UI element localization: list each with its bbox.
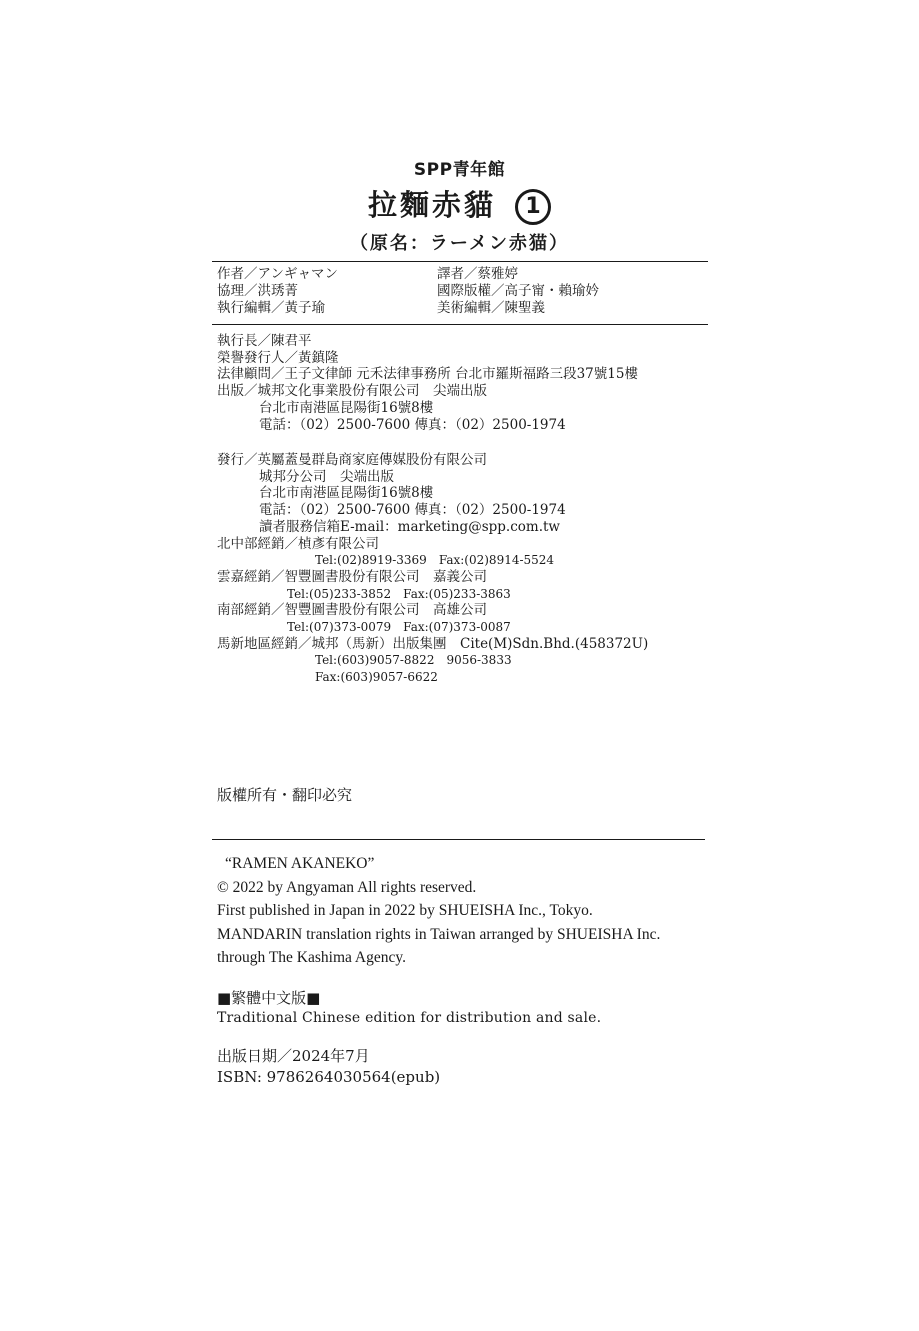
rights-notice: 版權所有・翻印必究 — [217, 786, 353, 804]
staff-ceo: 執行長／陳君平 — [217, 333, 312, 349]
credit-translator: 譯者／蔡雅婷 — [437, 266, 518, 282]
dist-yunjia: 雲嘉經銷／智豐圖書股份有限公司 嘉義公司 — [217, 568, 487, 585]
staff-phone: 電話：（02）2500-7600 傳真：（02）2500-1974 — [259, 416, 566, 433]
publication-info — [217, 1046, 440, 1088]
dist-malaysia-fax: Fax:(603)9057-6622 — [315, 670, 438, 685]
edition-text: Traditional Chinese edition for distribution and sale. — [217, 1010, 602, 1026]
publication-date: 出版日期／2024年7月 — [217, 1047, 370, 1065]
credit-art-editor: 美術編輯／陳聖義 — [437, 300, 545, 316]
staff-legal: 法律顧問／王子文律師 元禾法律事務所 台北市羅斯福路三段37號15樓 — [217, 366, 638, 383]
english-first-published: First published in Japan in 2022 by SHUEISHA Inc., Tokyo. — [217, 902, 593, 919]
dist-south-contact: Tel:(07)373-0079 Fax:(07)373-0087 — [287, 620, 511, 635]
staff-address: 台北市南港區昆陽街16號8樓 — [259, 399, 434, 416]
isbn: ISBN: 9786264030564(epub) — [217, 1068, 441, 1086]
edition-heading: ■繁體中文版■ — [217, 989, 321, 1007]
dist-malaysia: 馬新地區經銷／城邦（馬新）出版集團 Cite(M)Sdn.Bhd.(458372U) — [217, 635, 649, 652]
credit-editor: 執行編輯／黃子瑜 — [217, 300, 325, 316]
staff-block — [217, 333, 707, 433]
english-translation-rights: MANDARIN translation rights in Taiwan arranged by SHUEISHA Inc. — [217, 925, 661, 943]
divider-credits — [212, 324, 708, 325]
dist-north-contact: Tel:(02)8919-3369 Fax:(02)8914-5524 — [315, 553, 555, 568]
book-title — [0, 183, 919, 225]
english-title: “RAMEN AKANEKO” — [225, 855, 375, 872]
distribution-block — [217, 452, 707, 686]
book-title-text: 拉麵赤貓 — [367, 188, 496, 222]
imprint-label: SPP青年館 — [413, 160, 506, 180]
staff-publisher: 出版／城邦文化事業股份有限公司 尖端出版 — [217, 383, 487, 400]
volume-number: 1 — [515, 189, 551, 225]
english-agency: through The Kashima Agency. — [217, 949, 406, 966]
original-title: （原名：ラーメン赤猫） — [349, 233, 570, 254]
dist-email: 讀者服務信箱E-mail：marketing@spp.com.tw — [259, 518, 560, 535]
staff-honorary-publisher: 榮譽發行人／黃鎮隆 — [217, 349, 339, 366]
divider-rights — [212, 839, 705, 840]
dist-yunjia-contact: Tel:(05)233-3852 Fax:(05)233-3863 — [287, 586, 511, 601]
dist-phone: 電話：（02）2500-7600 傳真：（02）2500-1974 — [259, 502, 566, 519]
dist-north: 北中部經銷／楨彥有限公司 — [217, 535, 379, 552]
credits-grid — [217, 266, 707, 317]
dist-address: 台北市南港區昆陽街16號8樓 — [259, 485, 434, 502]
english-copyright: © 2022 by Angyaman All rights reserved. — [217, 878, 477, 896]
dist-branch: 城邦分公司 尖端出版 — [259, 468, 394, 485]
credit-author: 作者／アンギャマン — [217, 266, 338, 282]
divider-top — [212, 261, 708, 262]
credit-rights: 國際版權／高子甯・賴瑜妗 — [437, 283, 599, 299]
credit-manager: 協理／洪琇菁 — [217, 283, 298, 299]
dist-issuer: 發行／英屬蓋曼群島商家庭傳媒股份有限公司 — [217, 452, 487, 468]
dist-malaysia-tel: Tel:(603)9057-8822 9056-3833 — [315, 653, 512, 668]
dist-south: 南部經銷／智豐圖書股份有限公司 高雄公司 — [217, 602, 487, 619]
english-notice — [217, 852, 717, 970]
